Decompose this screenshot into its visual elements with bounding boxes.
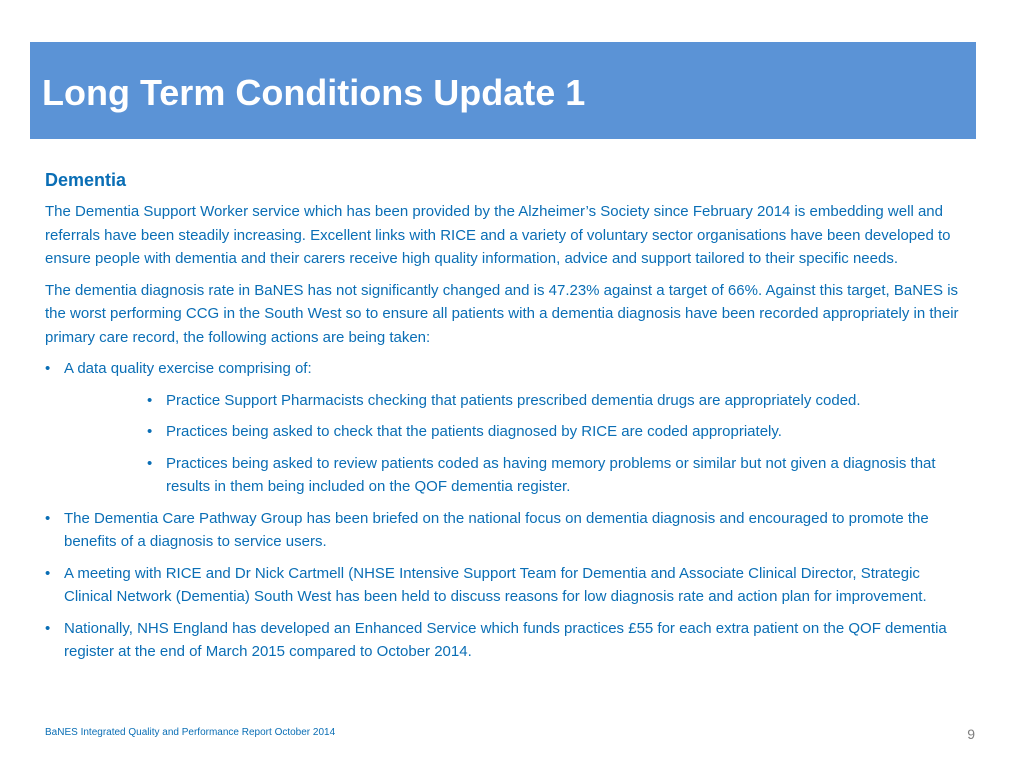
- slide-title: Long Term Conditions Update 1: [42, 72, 586, 113]
- slide-content: [45, 168, 970, 672]
- sub-bullet-item: [64, 420, 970, 444]
- bullet-text: A data quality exercise comprising of:: [64, 360, 312, 377]
- bullet-dot-icon: •: [147, 454, 153, 472]
- bullet-dot-icon: •: [147, 423, 153, 440]
- bullet-item: [45, 617, 970, 664]
- bullet-text: The Dementia Care Pathway Group has been briefed on the national focus on dementia diagnosis and encouraged to promote the benefits of a diagnosis to service users.: [64, 509, 929, 550]
- section-heading: Dementia: [45, 170, 127, 190]
- sub-bullet-list: [64, 389, 970, 499]
- footer-report-name: BaNES Integrated Quality and Performance Report October 2014: [45, 727, 336, 738]
- sub-bullet-text: Practices being asked to check that the patients diagnosed by RICE are coded appropriately.: [166, 423, 782, 440]
- bullet-dot-icon: •: [45, 564, 51, 582]
- bullet-dot-icon: •: [45, 619, 51, 637]
- sub-bullet-item: [64, 389, 970, 413]
- sub-bullet-item: [64, 452, 970, 499]
- bullet-text: A meeting with RICE and Dr Nick Cartmell (NHSE Intensive Support Team for Dementia and Associate Clinical Director, Strategic Clinical Network (Dementia) South West has been held to discuss reasons for low diagnosis rate and action plan for improvement.: [64, 564, 927, 605]
- bullet-item: [45, 562, 970, 609]
- bullet-dot-icon: •: [45, 360, 51, 377]
- sub-bullet-text: Practices being asked to review patients coded as having memory problems or similar but not given a diagnosis that results in them being included on the QOF dementia register.: [166, 454, 936, 495]
- bullet-text: Nationally, NHS England has developed an Enhanced Service which funds practices £55 for each extra patient on the QOF dementia register at the end of March 2015 compared to October 2014.: [64, 619, 947, 660]
- paragraph-diagnosis-rate: The dementia diagnosis rate in BaNES has not significantly changed and is 47.23% against a target of 66%. Against this target, BaNES is the worst performing CCG in the South West so to ensure all patients with a dementia diagnosis have been recorded appropriately in their primary care record, the following actions are being taken:: [45, 281, 959, 346]
- bullet-item: [45, 357, 970, 499]
- action-list: [45, 357, 970, 664]
- paragraph-support-worker: The Dementia Support Worker service which has been provided by the Alzheimer’s Society since February 2014 is embedding well and referrals have been steadily increasing. Excellent links with RICE and a variety of voluntary sector organisations have been developed to ensure people with dementia and their carers receive high quality information, advice and support tailored to their specific needs.: [45, 203, 951, 267]
- bullet-dot-icon: •: [45, 509, 51, 527]
- title-bar: [30, 42, 976, 139]
- bullet-item: [45, 507, 970, 554]
- sub-bullet-text: Practice Support Pharmacists checking that patients prescribed dementia drugs are appropriately coded.: [166, 391, 861, 409]
- bullet-dot-icon: •: [147, 391, 153, 409]
- page-number: 9: [967, 726, 975, 742]
